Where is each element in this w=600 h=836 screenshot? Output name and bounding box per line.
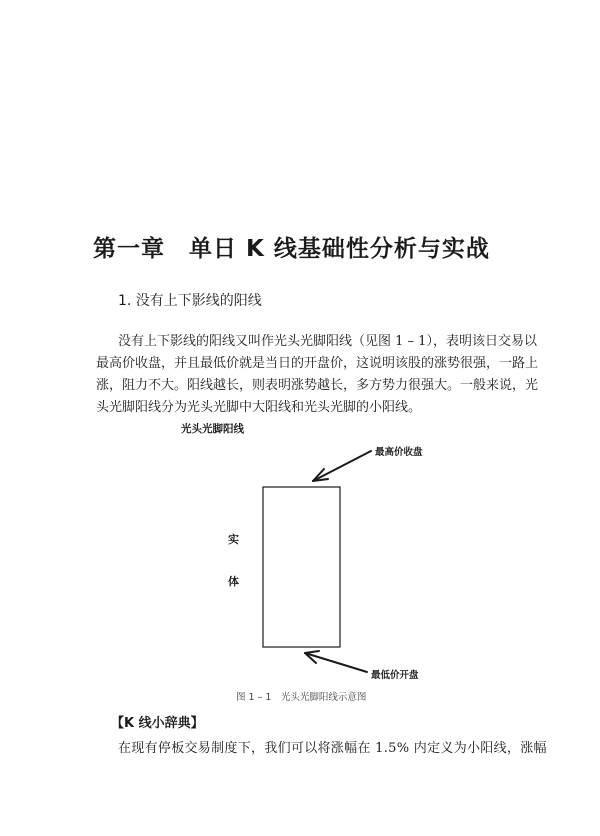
- paragraph-line: 最高价收盘，并且最低价就是当日的开盘价，这说明该股的涨势很强，一路上: [96, 356, 539, 371]
- paragraph-line: 头光脚阳线分为光头光脚中大阳线和光头光脚的小阳线。: [96, 400, 422, 415]
- paragraph-line: 涨，阻力不大。阳线越长，则表明涨势越长，多方势力很强大。一般来说，光: [96, 378, 539, 393]
- label-lowest-open: 最低价开盘: [371, 670, 419, 681]
- dictionary-text: 在现有停板交易制度下，我们可以将涨幅在 1.5% 内定义为小阳线，涨幅: [118, 741, 547, 756]
- candle-body: [263, 487, 340, 647]
- arrow-high: [313, 451, 371, 481]
- chapter-title: [93, 230, 490, 263]
- chapter-name: 单日 K 线基础性分析与实战: [189, 236, 490, 262]
- paragraph-line: 没有上下影线的阳线又叫作光头光脚阳线（见图 1 – 1），表明该日交易以: [118, 334, 537, 349]
- body-label-char: 体: [228, 575, 239, 588]
- figure-title: 光头光脚阳线: [181, 423, 244, 435]
- section-heading: 1. 没有上下影线的阳线: [118, 293, 262, 309]
- body-label-char: 实: [228, 533, 239, 546]
- label-highest-close: 最高价收盘: [375, 447, 423, 458]
- figure-caption: 图 1 – 1 光头光脚阳线示意图: [236, 692, 367, 703]
- dictionary-heading: 【K 线小辞典】: [111, 716, 204, 731]
- chapter-number: 第一章: [93, 236, 165, 262]
- arrow-low: [305, 651, 367, 672]
